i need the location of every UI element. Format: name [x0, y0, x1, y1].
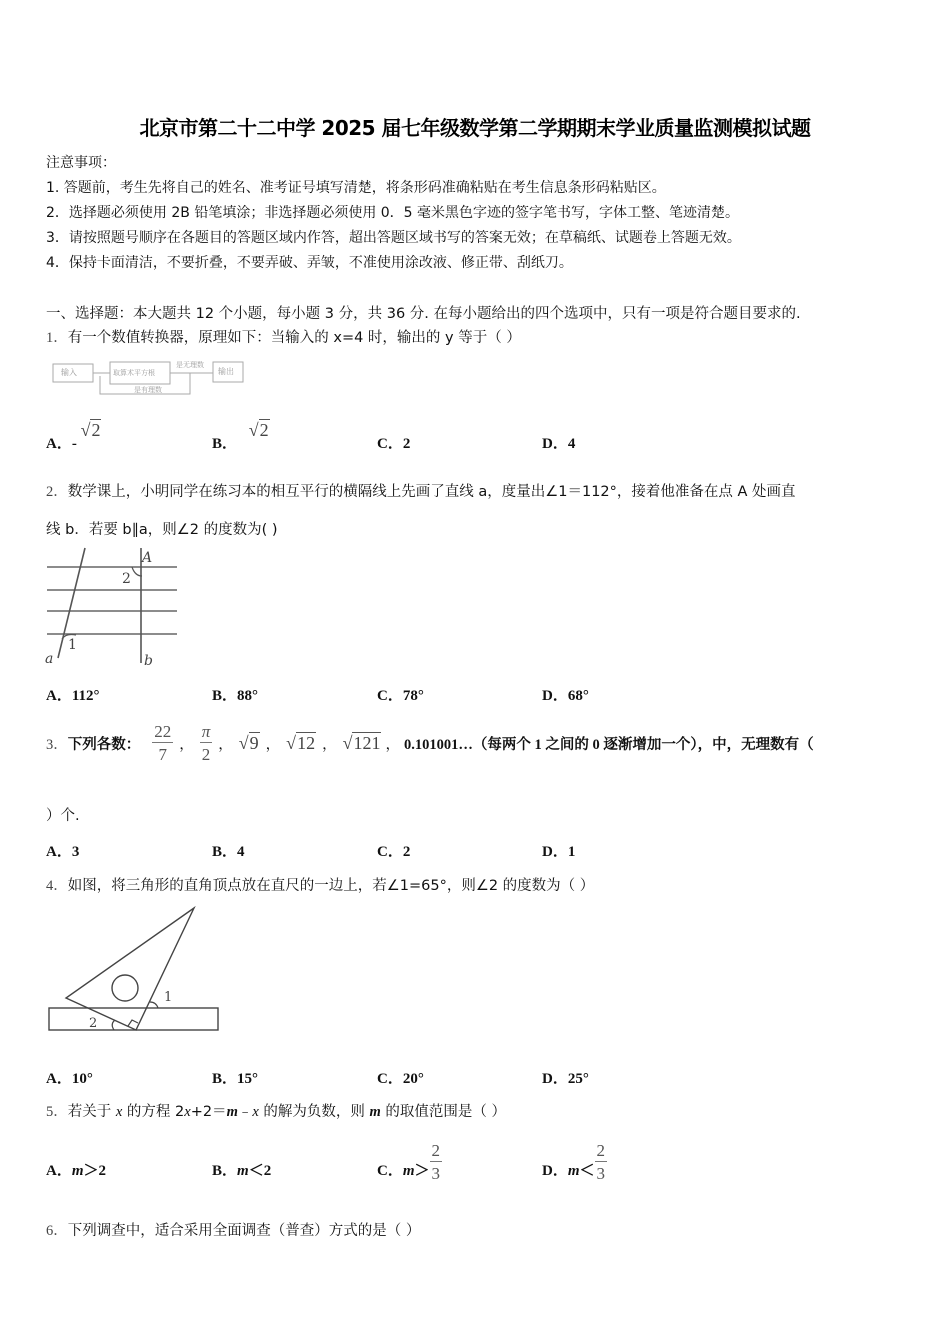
option-b: B．m＜2 — [212, 1163, 272, 1179]
option-a: A．3 — [46, 844, 80, 860]
option-d: D．1 — [542, 844, 576, 860]
triangle-ruler-diagram — [44, 904, 224, 1038]
option-d: D．4 — [542, 436, 576, 452]
label-point-A: A — [142, 550, 153, 566]
question-number: 1． — [46, 330, 68, 346]
question-3-line2: ）个. — [46, 808, 80, 824]
flowchart-input: 输入 — [61, 368, 77, 377]
notice-item: 1. 答题前，考生先将自己的姓名、准考证号填写清楚，将条形码准确粘贴在考生信息条形码粘贴区。 — [46, 180, 666, 196]
triangle-ruler-figure — [44, 904, 224, 1038]
question-number: 3． — [46, 736, 68, 753]
sqrt-expression: √2 — [248, 420, 269, 440]
label-angle-1: 1 — [68, 637, 77, 653]
flowchart-rational: 是有理数 — [134, 386, 162, 394]
option-b: B．88° — [212, 688, 259, 704]
option-d: D． m ＜ $\frac{2}{3}$ — [542, 1141, 606, 1183]
converter-flowchart — [48, 356, 248, 398]
question-5: 5．若关于 x 的方程 2x+2＝m﹣x 的解为负数，则 m 的取值范围是（ ） — [46, 1104, 506, 1120]
question-text: 如图，将三角形的直角顶点放在直尺的一边上，若∠1=65°，则∠2 的度数为（ ） — [67, 878, 595, 894]
question-number: 6． — [46, 1223, 68, 1239]
label-line-a: a — [45, 651, 54, 667]
fraction-2-3: $\frac{2}{3}$ — [431, 1141, 441, 1183]
sqrt-12: √12 — [286, 732, 316, 753]
notice-heading: 注意事项： — [46, 155, 116, 171]
label-angle-2: 2 — [89, 1016, 98, 1031]
question-6 — [46, 1219, 420, 1240]
option-b: B．15° — [212, 1071, 259, 1087]
notice-item: 4．保持卡面清洁，不要折叠，不要弄破、弄皱，不准使用涂改液、修正带、刮纸刀。 — [46, 255, 573, 271]
question-number: 5． — [46, 1104, 68, 1120]
notice-item: 3．请按照题号顺序在各题目的答题区域内作答，超出答题区域书写的答案无效；在草稿纸、试题卷上答题无效。 — [46, 230, 741, 246]
option-c: C．2 — [377, 436, 411, 452]
flowchart-process: 取算术平方根 — [113, 369, 155, 377]
option-a: A．m＞2 — [46, 1163, 107, 1179]
fraction-2-3: $\frac{2}{3}$ — [596, 1141, 606, 1183]
question-text: 有一个数值转换器，原理如下：当输入的 x=4 时，输出的 y 等于（ ） — [67, 330, 521, 346]
page-title: 北京市第二十二中学 2025 届七年级数学第二学期期末学业质量监测模拟试题 — [139, 116, 811, 140]
parallel-lines-diagram — [42, 545, 182, 673]
sqrt-121: √121 — [342, 732, 381, 753]
parallel-lines-figure — [42, 545, 182, 673]
question-tail: 0.101001…（每两个 1 之间的 0 逐渐增加一个），中，无理数有（ — [403, 736, 814, 753]
question-number: 2． — [46, 484, 68, 500]
fraction-pi-2: $\frac{\pi}{2}$ — [201, 722, 211, 764]
question-3: 3． 下列各数： $\frac{22}{7}$ ， $\frac{\pi}{2}$ ， √9 ， √12 ， √121 ， 0.101001…（每两个 1 之间的 0 逐渐增加一个），中，无理数有（ — [46, 722, 814, 764]
question-4 — [46, 874, 594, 895]
flowchart-irrational: 是无理数 — [176, 361, 204, 369]
label-angle-2: 2 — [122, 571, 131, 587]
question-lead: 下列各数： — [67, 736, 141, 753]
sqrt-9: √9 — [238, 732, 259, 753]
label-angle-1: 1 — [164, 990, 173, 1005]
question-text: 数学课上，小明同学在练习本的相互平行的横隔线上先画了直线 a，度量出∠1＝112°，接着他准备在点 A 处画直 — [67, 484, 796, 500]
option-b: B． √2 — [212, 420, 269, 452]
option-c: C．20° — [377, 1071, 424, 1087]
option-a: A．- √2 — [46, 420, 101, 452]
option-d: D．25° — [542, 1071, 589, 1087]
flowchart-output: 输出 — [218, 367, 234, 376]
section-heading: 一、选择题：本大题共 12 个小题，每小题 3 分，共 36 分. 在每小题给出的四个选项中，只有一项是符合题目要求的. — [46, 306, 801, 322]
question-text: 下列调查中，适合采用全面调查（普查）方式的是（ ） — [67, 1223, 421, 1239]
label-line-b: b — [144, 653, 153, 669]
option-d: D．68° — [542, 688, 589, 704]
question-1 — [46, 326, 521, 347]
question-2 — [46, 480, 796, 501]
question-2-line2: 线 b．若要 b∥a，则∠2 的度数为( ) — [46, 522, 278, 538]
option-c: C．78° — [377, 688, 424, 704]
option-c: C． m ＞ $\frac{2}{3}$ — [377, 1141, 441, 1183]
option-c: C．2 — [377, 844, 411, 860]
question-number: 4． — [46, 878, 68, 894]
fraction-22-7: $\frac{22}{7}$ — [154, 722, 172, 764]
option-a: A．10° — [46, 1071, 93, 1087]
sqrt-expression: √2 — [80, 420, 101, 440]
option-a: A．112° — [46, 688, 100, 704]
notice-item: 2．选择题必须使用 2B 铅笔填涂；非选择题必须使用 0．5 毫米黑色字迹的签字笔书写，字体工整、笔迹清楚。 — [46, 205, 740, 221]
option-b: B．4 — [212, 844, 245, 860]
